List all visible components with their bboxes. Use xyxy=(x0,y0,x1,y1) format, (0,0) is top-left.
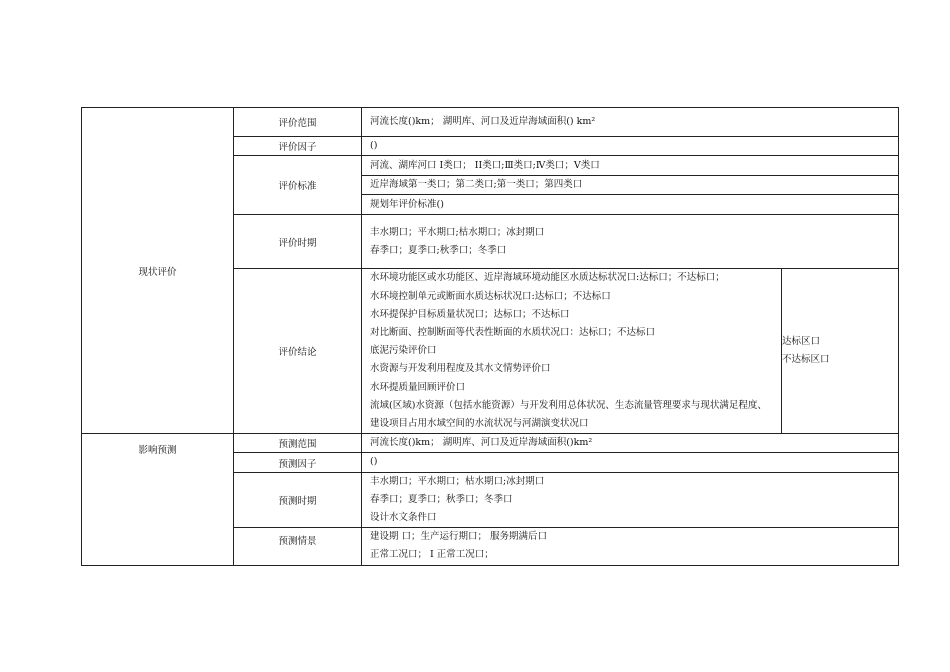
value-line: 水环境功能区或水功能区、近岸海域环境动能区水质达标状况口:达标口；不达标口； xyxy=(370,272,725,284)
section-label-forecast: 影响预测 xyxy=(82,434,234,565)
value-line: 底泥污染评价口 xyxy=(370,345,437,357)
value-line: 丰水期口；平水期口;枯水期口；冰封期口 xyxy=(370,226,545,238)
value-line: 水环提保护目标质量状况口；达标口；不达标口 xyxy=(370,308,570,320)
row-label-eval-conclusion: 评价结论 xyxy=(234,269,362,434)
value-line: 设计水文条件口 xyxy=(370,512,437,524)
row-value-eval-standards-2 xyxy=(362,176,899,195)
value-line: 近岸海域第一类口；第二类口;第一类口；第四类口 xyxy=(370,179,583,191)
value-line: () xyxy=(370,140,378,151)
value-line: 河流、湖库河口 I类口； II类口;Ⅲ类口;Ⅳ类口；V类口 xyxy=(370,159,600,171)
value-line: 河流长度()km； 湖明库、河口及近岸海域面积()km² xyxy=(370,437,593,449)
row-value-eval-standards-1 xyxy=(362,156,899,176)
row-label-pred-scenario: 预测情景 xyxy=(234,528,362,565)
value-line: 水资源与开发利用程度及其水文情势评价口 xyxy=(370,363,551,375)
value-line: () xyxy=(370,456,378,468)
value-line: 建设期 口；生产运行期口； 服务期满后口 xyxy=(370,531,548,543)
compliance-area-option: 达标区口 xyxy=(782,336,821,348)
row-label-pred-scope: 预测范围 xyxy=(234,434,362,453)
row-value-pred-period xyxy=(362,472,899,528)
value-line: 正常工况口； I 正常工况口； xyxy=(370,549,494,561)
assessment-table xyxy=(81,107,899,566)
row-value-pred-factors xyxy=(362,453,899,472)
value-line: 水环提质量回顾评价口 xyxy=(370,381,466,393)
row-label-eval-factors: 评价因子 xyxy=(234,137,362,156)
value-line: 河流长度()km； 湖明库、河口及近岸海域面积() km² xyxy=(370,115,596,127)
row-value-eval-factors xyxy=(362,137,899,156)
row-value-eval-standards-3 xyxy=(362,195,899,215)
value-line: 水环境控制单元或断面水质达标状况口:达标口；不达标口 xyxy=(370,290,611,302)
compliance-area-cell xyxy=(782,269,899,434)
value-line: 对比断面、控制断面等代表性断面的水质状况口：达标口；不达标口 xyxy=(370,327,656,339)
row-label-eval-standards: 评价标准 xyxy=(234,156,362,215)
row-label-eval-scope: 评价范围 xyxy=(234,108,362,137)
value-line: 规划年评价标准() xyxy=(370,198,444,210)
row-value-eval-period xyxy=(362,215,899,269)
row-value-pred-scenario xyxy=(362,528,899,565)
noncompliance-area-option: 不达标区口 xyxy=(782,354,830,366)
row-label-eval-period: 评价时期 xyxy=(234,215,362,269)
value-line: 流域(区域)水资源（包括水能资源）与开发利用总体状况、生态流量管理要求与现状满足程度、建设项目占用水域空间的水流状况与河湖演变状况口 xyxy=(370,399,767,430)
section-label-current: 现状评价 xyxy=(82,108,234,434)
row-value-eval-conclusion xyxy=(362,269,782,434)
value-line: 春季口；夏季口；秋季口；冬季口 xyxy=(370,493,513,505)
value-line: 春季口；夏季口;秋季口；冬季口 xyxy=(370,244,507,256)
row-label-pred-factors: 预测因子 xyxy=(234,453,362,472)
value-line: 丰水期口；平水期口；枯水期口;冰封期口 xyxy=(370,475,545,487)
row-value-pred-scope xyxy=(362,434,899,453)
row-value-eval-scope xyxy=(362,108,899,137)
row-label-pred-period: 预测时期 xyxy=(234,472,362,528)
